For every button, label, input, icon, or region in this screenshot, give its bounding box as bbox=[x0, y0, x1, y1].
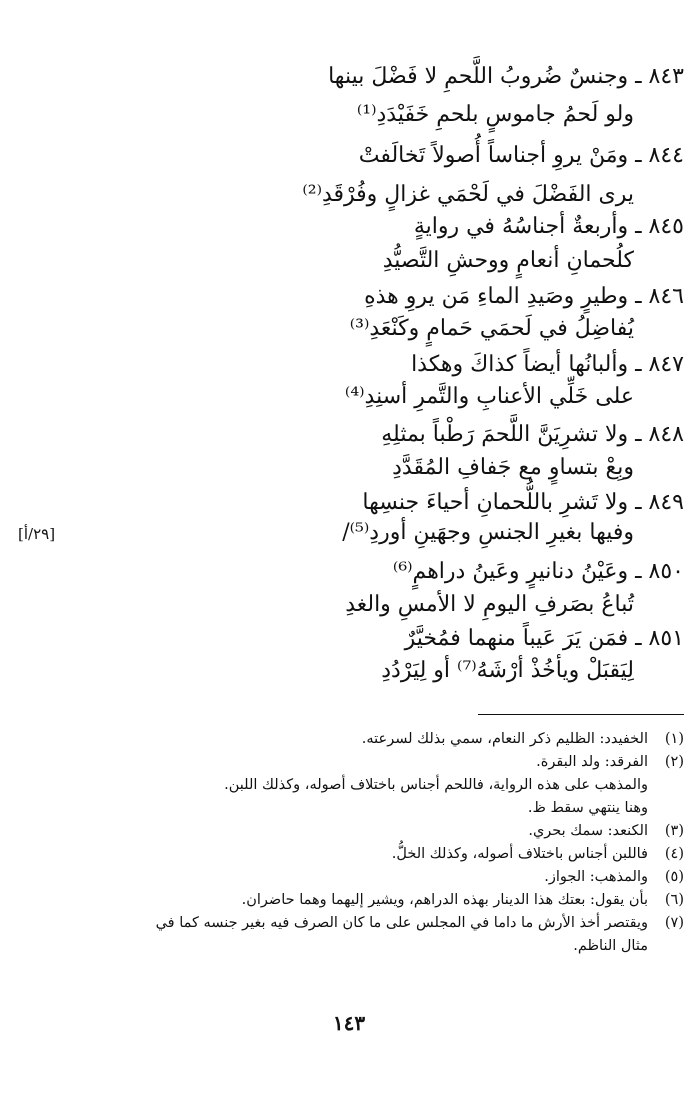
footnote-number: (٣) bbox=[664, 823, 684, 839]
footnote-2-continuation bbox=[14, 774, 684, 797]
footnote-7-continuation bbox=[14, 935, 684, 958]
footnote-number: (٥) bbox=[664, 869, 684, 885]
footnotes bbox=[14, 728, 684, 958]
manuscript-folio-marker: [٢٩/أ] bbox=[18, 525, 56, 543]
footnote-text: الكنعد: سمك بحري. bbox=[528, 823, 648, 839]
footnote-number: (١) bbox=[664, 731, 684, 747]
footnote-text: والمذهب: الجواز. bbox=[544, 869, 648, 885]
verse-851-second-hemistich: لِيَقبَلْ ويأخُذْ أرْشَهُ⁽⁷⁾ أو لِيَرْدُدِ bbox=[381, 658, 634, 683]
footnote-7 bbox=[14, 912, 684, 935]
verse-843-first-hemistich: ٨٤٣ ـ وجنسٌ ضُروبُ اللَّحمِ لا فَضْلَ بينها bbox=[328, 64, 684, 89]
verse-845-first-hemistich: ٨٤٥ ـ وأربعةٌ أجناسُهُ في روايةٍ bbox=[413, 214, 684, 239]
verse-849-first-hemistich: ٨٤٩ ـ ولا تَشرِ باللُّحمانِ أحياءَ جنسِها bbox=[362, 490, 684, 515]
footnote-text: فاللبن أجناس باختلاف أصوله، وكذلك الخلُّ. bbox=[391, 846, 648, 862]
verse-848-first-hemistich: ٨٤٨ ـ ولا تشرِيَنَّ اللَّحمَ رَطْباً بمثلِهِ bbox=[381, 422, 684, 447]
verse-846-first-hemistich: ٨٤٦ ـ وطيرٍ وصَيدِ الماءِ مَن يروِ هذهِ bbox=[364, 284, 684, 309]
footnote-text: الفرقد: ولد البقرة. bbox=[536, 754, 648, 770]
page-number: ١٤٣ bbox=[332, 1011, 366, 1035]
footnote-2-continuation bbox=[14, 797, 684, 820]
footnote-number: (٧) bbox=[664, 915, 684, 931]
verse-847-first-hemistich: ٨٤٧ ـ وألبانُها أيضاً كذاكَ وهكذا bbox=[411, 352, 684, 377]
footnote-text: والمذهب على هذه الرواية، فاللحم أجناس باختلاف أصوله، وكذلك اللبن. bbox=[224, 777, 648, 793]
verse-847-second-hemistich: على خَلِّي الأعنابِ والتَّمرِ أسنِدِ⁽⁴⁾ bbox=[344, 384, 634, 409]
footnote-separator bbox=[478, 714, 684, 715]
footnote-text: الخفيدد: الظليم ذكر النعام، سمي بذلك لسرعته. bbox=[361, 731, 648, 747]
verse-844-first-hemistich: ٨٤٤ ـ ومَنْ يروِ أجناساً أُصولاً تَخالَفتْ bbox=[358, 143, 684, 168]
verse-849-second-hemistich: وفيها بغيرِ الجنسِ وجهَينِ أوردِ⁽⁵⁾/ bbox=[342, 520, 634, 545]
footnote-1 bbox=[14, 728, 684, 751]
footnote-6 bbox=[14, 889, 684, 912]
footnote-number: (٢) bbox=[664, 754, 684, 770]
verse-850-second-hemistich: تُباعُ بصَرفِ اليومِ لا الأمسِ والغدِ bbox=[345, 592, 634, 617]
verse-844-second-hemistich: يرى الفَضْلَ في لَحْمَي غزالٍ وفُرْقَدِ⁽²⁾ bbox=[302, 182, 634, 207]
footnote-text: مثال الناظم. bbox=[573, 938, 648, 954]
footnote-number: (٤) bbox=[664, 846, 684, 862]
verse-843-second-hemistich: ولو لَحمُ جاموسٍ بلحمِ خَفَيْدَدِ⁽¹⁾ bbox=[356, 102, 634, 127]
verse-845-second-hemistich: كلُحمانِ أنعامٍ ووحشِ التَّصيُّدِ bbox=[382, 248, 634, 273]
footnote-number: (٦) bbox=[664, 892, 684, 908]
footnote-4 bbox=[14, 843, 684, 866]
footnote-text: ويقتصر أخذ الأرش ما داما في المجلس على ما كان الصرف فيه بغير جنسه كما في bbox=[155, 915, 648, 931]
verse-851-first-hemistich: ٨٥١ ـ فمَن يَرَ عَيباً منهما فمُخيَّرٌ bbox=[404, 626, 684, 651]
verse-848-second-hemistich: وبِعْ بتساوٍ مع جَفافِ المُقَدَّدِ bbox=[392, 455, 634, 480]
verse-850-first-hemistich: ٨٥٠ ـ وعَيْنُ دنانيرٍ وعَينُ دراهمٍ⁽⁶⁾ bbox=[392, 559, 684, 584]
footnote-3 bbox=[14, 820, 684, 843]
footnote-2 bbox=[14, 751, 684, 774]
footnote-text: وهنا ينتهي سقط ظ. bbox=[527, 800, 648, 816]
footnote-text: بأن يقول: بعتك هذا الدينار بهذه الدراهم، ويشير إليهما وهما حاضران. bbox=[241, 892, 648, 908]
verse-846-second-hemistich: يُفاضِلُ في لَحمَي حَمامٍ وكَنْعَدِ⁽³⁾ bbox=[349, 316, 634, 341]
footnote-5 bbox=[14, 866, 684, 889]
